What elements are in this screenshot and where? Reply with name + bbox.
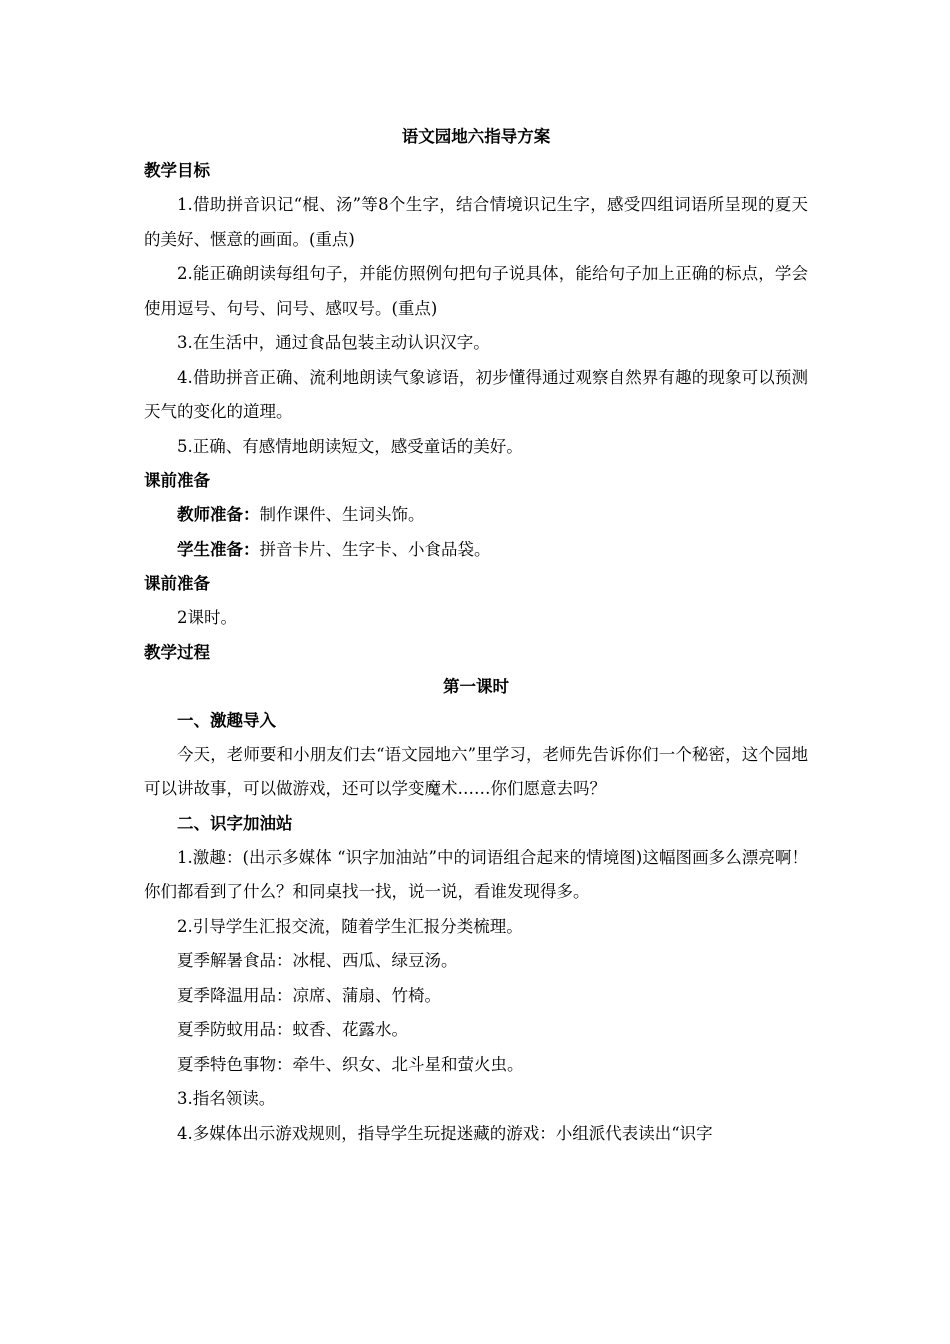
part1-text: 今天，老师要和小朋友们去“语文园地六”里学习，老师先告诉你们一个秘密，这个园地可以讲故事，可以做游戏，还可以学变魔术……你们愿意去吗？ [144, 744, 808, 798]
part2-item-6: 夏季特色事物：牵牛、织女、北斗星和萤火虫。 [177, 1054, 524, 1074]
section-heading-preparation: 课前准备 [144, 471, 210, 490]
part2-item-5: 夏季防蚊用品：蚊香、花露水。 [177, 1020, 408, 1039]
part2-item-3: 夏季解暑食品：冰棍、西瓜、绿豆汤。 [177, 951, 458, 970]
part2-item-4: 夏季降温用品：凉席、蒲扇、竹椅。 [177, 985, 441, 1005]
student-preparation [144, 533, 808, 568]
document-content [144, 120, 808, 1151]
part2-heading: 二、识字加油站 [177, 813, 293, 833]
objective-item-5: 5.正确、有感情地朗读短文，感受童话的美好。 [177, 436, 523, 456]
objective-item-1: 1.借助拼音识记“棍、汤”等8个生字，结合情境识记生字，感受四组词语所呈现的夏天的美好、惬意的画面。(重点) [144, 195, 808, 249]
part2-item-1: 1.激趣：(出示多媒体 “识字加油站”中的词语组合起来的情境图)这幅图画多么漂亮啊！你们都看到了什么？和同桌找一找，说一说，看谁发现得多。 [144, 847, 808, 901]
part2-item-7: 3.指名领读。 [177, 1089, 276, 1108]
part2-item-2: 2.引导学生汇报交流，随着学生汇报分类梳理。 [177, 916, 523, 936]
objective-item-2: 2.能正确朗读每组句子，并能仿照例句把句子说具体，能给句子加上正确的标点，学会使用逗号、句号、问号、感叹号。(重点) [144, 264, 808, 318]
section-heading-time: 课前准备 [144, 574, 210, 593]
section-heading-process: 教学过程 [144, 642, 210, 662]
part1-heading: 一、激趣导入 [177, 710, 276, 730]
class-hours: 2课时。 [177, 608, 237, 627]
teacher-preparation-text: 制作课件、生词头饰。 [259, 505, 425, 524]
part2-item-8: 4.多媒体出示游戏规则，指导学生玩捉迷藏的游戏：小组派代表读出“识字 [177, 1123, 713, 1143]
objective-item-3: 3.在生活中，通过食品包装主动认识汉字。 [177, 333, 490, 352]
student-preparation-label: 学生准备： [177, 539, 260, 559]
lesson-title: 第一课时 [443, 676, 509, 696]
teacher-preparation [144, 498, 808, 533]
section-heading-objectives: 教学目标 [144, 161, 210, 180]
objective-item-4: 4.借助拼音正确、流利地朗读气象谚语，初步懂得通过观察自然界有趣的现象可以预测天气的变化的道理。 [144, 367, 808, 421]
student-preparation-text: 拼音卡片、生字卡、小食品袋。 [259, 539, 491, 559]
document-title: 语文园地六指导方案 [401, 127, 551, 146]
teacher-preparation-label: 教师准备： [177, 505, 260, 524]
